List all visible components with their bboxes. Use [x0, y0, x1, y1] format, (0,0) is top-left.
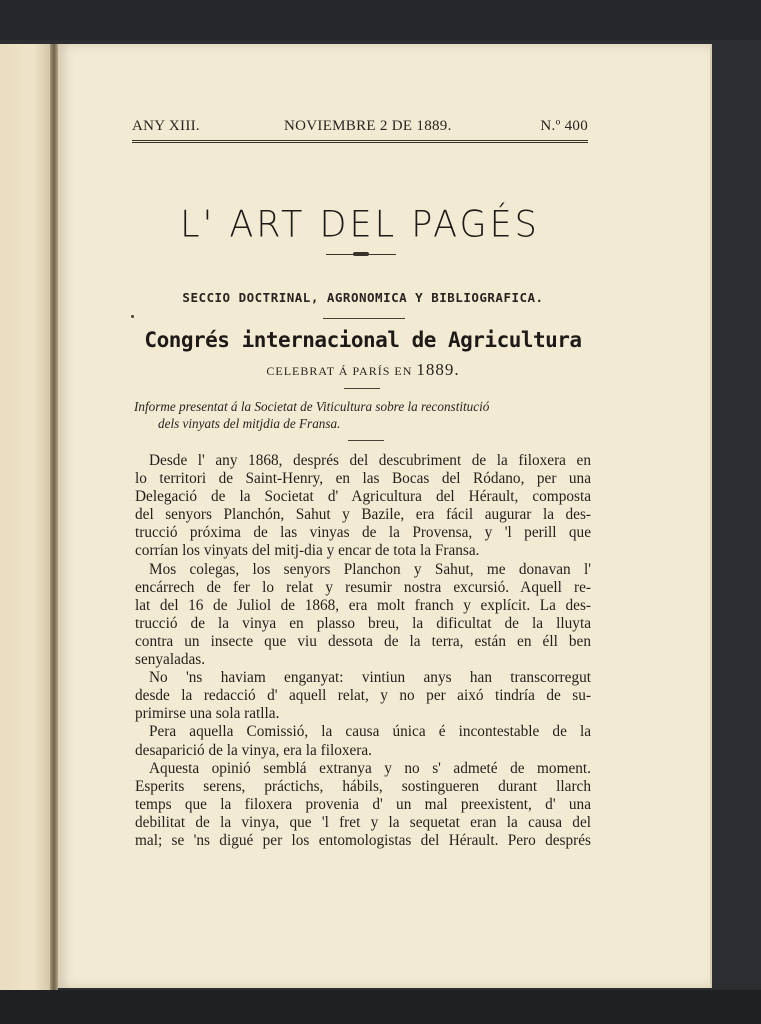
background-top [0, 0, 761, 40]
body-line: corrían los vinyats del mitj-dia y encar de tota la Fransa. [135, 542, 480, 560]
body-line: lo territori de Saint-Henry, en las Bocas del Ródano, per una [135, 470, 591, 488]
masthead-title: L' ART DEL PAGÉS [180, 204, 540, 246]
issue-year: ANY XIII. [132, 118, 200, 134]
masthead-ornament [326, 254, 396, 259]
body-line: primirse una sola ratlla. [135, 705, 280, 723]
intro-rule [348, 440, 384, 441]
body-line: No 'ns haviam enganyat: vintiun anys han transcorregut [149, 669, 591, 687]
body-line: desaparició de la vinya, era la filoxera. [135, 741, 372, 759]
running-header [132, 118, 588, 143]
article-subtitle [130, 360, 596, 380]
body-line: Delegació de la Societat d' Agricultura del Hérault, composta [135, 488, 591, 506]
body-line: senyaladas. [135, 651, 206, 669]
body-line: Mos colegas, los senyors Planchon y Sahut, me donavan l' [149, 560, 591, 578]
body-line: trucció de la vinya en plasso breu, la dificultat de la lluyta [135, 614, 591, 632]
article-intro [134, 398, 594, 432]
body-line: Aquesta opinió semblá extranya y no s' admeté de moment. [149, 759, 591, 777]
issue-number: N.º 400 [540, 118, 588, 134]
body-line: lat del 16 de Juliol de 1868, era molt franch y explícit. La des- [135, 596, 591, 614]
background-bottom [0, 990, 761, 1024]
body-line: desde la redacció d' aquell relat, y no per aixó tindría de su- [135, 687, 591, 705]
margin-dot [131, 315, 134, 318]
intro-line-2: dels vinyats del mitjdia de Fransa. [158, 416, 341, 431]
facing-page-edge [0, 44, 56, 990]
body-line: Desde l' any 1868, després del descubriment de la filoxera en [149, 452, 591, 469]
issue-date: NOVIEMBRE 2 DE 1889. [284, 118, 452, 134]
body-line: del senyors Planchón, Sahut y Bazile, era fácil augurar la des- [135, 506, 591, 524]
body-line: temps que la filoxera provenia d' un mal preexistent, d' una [135, 795, 591, 813]
section-rule [323, 318, 405, 319]
article-title: Congrés internacional de Agricultura [144, 328, 582, 352]
subtitle-year: 1889. [416, 360, 460, 379]
subtitle-rule [344, 388, 380, 389]
subtitle-prefix: CELEBRAT Á PARÍS EN [266, 364, 413, 378]
section-heading: SECCIO DOCTRINAL, AGRONOMICA Y BIBLIOGRAFICA. [182, 290, 544, 305]
body-line: Esperits serens, práctichs, hábils, sostingueren durant llarch [135, 777, 591, 795]
intro-line-1: Informe presentat á la Societat de Viticultura sobre la reconstitució [134, 399, 490, 414]
article-body [135, 452, 591, 850]
body-line: mal; se 'ns digué per los entomologistas del Hérault. Pero després [135, 831, 591, 849]
book-gutter [50, 44, 58, 990]
body-line: Pera aquella Comissió, la causa única é incontestable de la [149, 723, 591, 741]
body-line: contra un insecte que viu dessota de la terra, están en éll ben [135, 632, 591, 650]
body-line: encárrech de fer lo relat y resumir nostra excursió. Aquell re- [135, 578, 591, 596]
body-line: trucció próxima de las vinyas de la Provensa, y 'l perill que [135, 524, 591, 542]
body-line: debilitat de la vinya, que 'l fret y la sequetat eran la causa del [135, 813, 591, 831]
